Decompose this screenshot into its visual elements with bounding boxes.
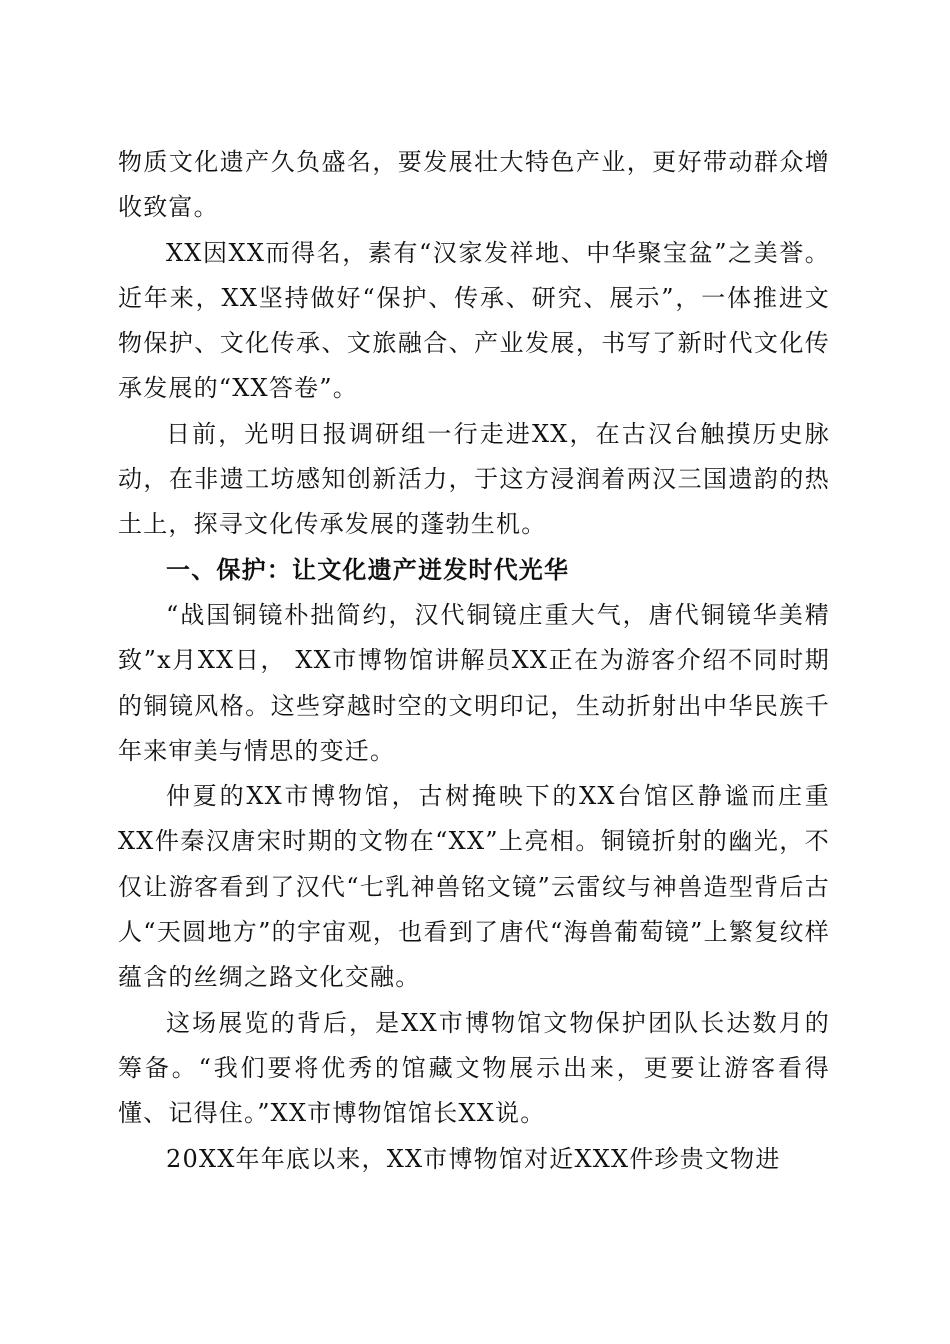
paragraph-bronze-mirrors: “战国铜镜朴拙简约，汉代铜镜庄重大气，唐代铜镜华美精致”x月XX日， XX市博物馆讲解员XX正在为游客介绍不同时期的铜镜风格。这些穿越时空的文明印记，生动折射出中华民族千年来审美与情思的变迁。 [118,600,830,765]
document-body [118,140,830,1182]
paragraph-museum-exhibit: 仲夏的XX市博物馆，古树掩映下的XX台馆区静谧而庄重XX件秦汉唐宋时期的文物在“XX”上亮相。铜镜折射的幽光，不仅让游客看到了汉代“七乳神兽铭文镜”云雷纹与神兽造型背后古人“天圆地方”的宇宙观，也看到了唐代“海兽葡萄镜”上繁复纹样蕴含的丝绸之路文化交融。 [118,782,830,992]
paragraph-intro: XX因XX而得名，素有“汉家发祥地、中华聚宝盆”之美誉。近年来，XX坚持做好“保护、传承、研究、展示”，一体推进文物保护、文化传承、文旅融合、产业发展，书写了新时代文化传承发展的“XX答卷”。 [118,238,830,403]
paragraph-research-visit: 日前，光明日报调研组一行走进XX，在古汉台触摸历史脉动，在非遗工坊感知创新活力，于这方浸润着两汉三国遗韵的热土上，探寻文化传承发展的蓬勃生机。 [118,419,830,539]
paragraph-relic-protection: 20XX年年底以来，XX市博物馆对近XXX件珍贵文物进 [166,1144,781,1173]
section-heading: 一、保护：让文化遗产迸发时代光华 [166,555,570,584]
paragraph-continuation: 物质文化遗产久负盛名，要发展壮大特色产业，更好带动群众增收致富。 [118,148,830,222]
paragraph-exhibition-prep: 这场展览的背后，是XX市博物馆文物保护团队长达数月的筹备。“我们要将优秀的馆藏文物展示出来，更要让游客看得懂、记得住。”XX市博物馆馆长XX说。 [118,1008,830,1128]
